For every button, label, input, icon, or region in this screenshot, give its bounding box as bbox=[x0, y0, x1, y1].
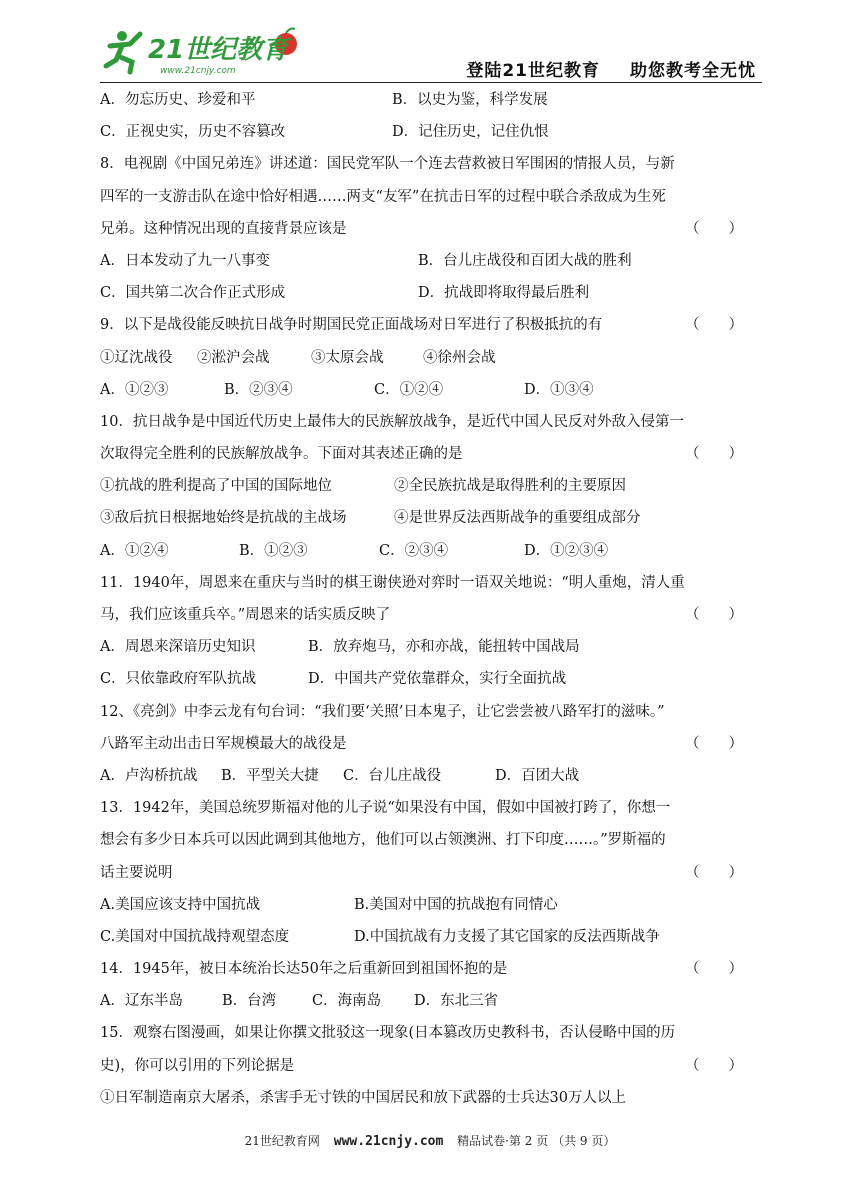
text-line bbox=[100, 953, 764, 985]
text-line bbox=[100, 438, 764, 470]
line-text: 四军的一支游击队在途中恰好相遇……两支“友军”在抗击日军的过程中联合杀敌成为生死 bbox=[100, 188, 666, 205]
text-line bbox=[100, 470, 764, 502]
line-text: 史)，你可以引用的下列论据是 bbox=[100, 1057, 295, 1074]
text-line bbox=[100, 406, 764, 438]
option-text: B．台湾 bbox=[222, 993, 277, 1010]
footer-page-info: 精品试卷·第 2 页 （共 9 页） bbox=[457, 1134, 616, 1148]
line-text: 兄弟。这种情况出现的直接背景应该是 bbox=[100, 220, 347, 237]
text-line bbox=[100, 502, 764, 534]
runner-icon bbox=[106, 31, 140, 72]
option-text: B．放弃炮马，亦和亦战，能扭转中国战局 bbox=[308, 639, 580, 656]
option-text: D.中国抗战有力支援了其它国家的反法西斯战争 bbox=[354, 928, 660, 945]
text-line bbox=[100, 213, 764, 245]
option-text: D．中国共产党依靠群众，实行全面抗战 bbox=[308, 671, 567, 688]
line-text: 马，我们应该重兵卒。”周恩来的话实质反映了 bbox=[100, 607, 391, 623]
logo-url: www.21cnjy.com bbox=[160, 66, 236, 76]
text-line bbox=[100, 309, 764, 341]
option-text: D．①③④ bbox=[524, 381, 594, 398]
option-text: C.美国对中国抗战持观望态度 bbox=[100, 928, 290, 945]
option-text: C．①②④ bbox=[374, 381, 444, 398]
text-line bbox=[100, 181, 764, 213]
option-text: ④徐州会战 bbox=[423, 349, 496, 366]
answer-bracket: （ ） bbox=[685, 864, 743, 881]
answer-bracket: （ ） bbox=[685, 317, 743, 334]
text-line bbox=[100, 921, 764, 953]
option-text: ②淞沪会战 bbox=[197, 349, 270, 366]
option-text: D．东北三省 bbox=[414, 993, 499, 1010]
header-slogan bbox=[466, 56, 756, 81]
text-line bbox=[100, 1017, 764, 1049]
line-text: ①日军制造南京大屠杀，杀害手无寸铁的中国居民和放下武器的士兵达30万人以上 bbox=[100, 1089, 626, 1106]
option-text: A．卢沟桥抗战 bbox=[100, 767, 198, 784]
option-text: C．海南岛 bbox=[312, 993, 382, 1010]
logo-text: 21世纪教育 bbox=[148, 35, 289, 65]
answer-bracket: （ ） bbox=[685, 607, 743, 623]
text-line bbox=[100, 857, 764, 889]
option-text: A．周恩来深谙历史知识 bbox=[100, 639, 256, 656]
text-line bbox=[100, 985, 764, 1017]
line-text: 10．抗日战争是中国近代历史上最伟大的民族解放战争，是近代中国人民反对外敌入侵第一 bbox=[100, 413, 684, 430]
option-text: A．辽东半岛 bbox=[100, 993, 183, 1010]
option-text: C．台儿庄战役 bbox=[343, 767, 442, 784]
text-line bbox=[100, 245, 764, 277]
text-line bbox=[100, 792, 764, 824]
line-text: 15．观察右图漫画，如果让你撰文批驳这一现象(日本篡改历史教科书，否认侵略中国的历 bbox=[100, 1025, 676, 1042]
option-text: A．①②③ bbox=[100, 381, 169, 398]
text-line bbox=[100, 374, 764, 406]
text-line bbox=[100, 277, 764, 309]
text-line bbox=[100, 1050, 764, 1082]
text-line bbox=[100, 84, 764, 116]
option-text: C．国共第二次合作正式形成 bbox=[100, 285, 286, 302]
slogan-right: 助您教考全无忧 bbox=[630, 61, 756, 81]
line-text: 13．1942年，美国总统罗斯福对他的儿子说“如果没有中国，假如中国被打跨了，你想一 bbox=[100, 800, 671, 817]
text-line bbox=[100, 116, 764, 148]
text-line bbox=[100, 567, 764, 599]
option-text: ①辽沈战役 bbox=[100, 349, 173, 366]
option-text: ①抗战的胜利提高了中国的国际地位 bbox=[100, 478, 332, 495]
answer-bracket: （ ） bbox=[685, 961, 743, 978]
text-line bbox=[100, 663, 764, 695]
option-text: B．②③④ bbox=[224, 381, 293, 398]
text-line bbox=[100, 148, 764, 180]
option-text: A．①②④ bbox=[100, 542, 169, 559]
option-text: D．抗战即将取得最后胜利 bbox=[418, 285, 590, 302]
option-text: B．平型关大捷 bbox=[221, 767, 319, 784]
option-text: B.美国对中国的抗战抱有同情心 bbox=[354, 896, 558, 913]
option-text: ②全民族抗战是取得胜利的主要原因 bbox=[394, 478, 626, 495]
text-line bbox=[100, 1082, 764, 1114]
line-text: 八路军主动出击日军规模最大的战役是 bbox=[100, 735, 347, 752]
answer-bracket: （ ） bbox=[685, 220, 743, 237]
option-text: ④是世界反法西斯战争的重要组成部分 bbox=[394, 510, 641, 527]
option-text: A.美国应该支持中国抗战 bbox=[100, 896, 261, 913]
text-line bbox=[100, 599, 764, 631]
line-text: 11．1940年，周恩来在重庆与当时的棋王谢侠逊对弈时一语双关地说：“明人重炮，清人重 bbox=[100, 574, 685, 591]
option-text: B．以史为鉴，科学发展 bbox=[392, 92, 548, 108]
footer-url[interactable]: www.21cnjy.com bbox=[333, 1134, 444, 1149]
text-line bbox=[100, 342, 764, 374]
text-line bbox=[100, 728, 764, 760]
option-text: ③敌后抗日根据地始终是抗战的主战场 bbox=[100, 510, 347, 527]
site-logo[interactable] bbox=[100, 26, 310, 78]
line-text: 次取得完全胜利的民族解放战争。下面对其表述正确的是 bbox=[100, 446, 463, 463]
text-line bbox=[100, 760, 764, 792]
option-text: B．①②③ bbox=[239, 542, 308, 559]
page-footer bbox=[0, 1132, 860, 1149]
answer-bracket: （ ） bbox=[685, 735, 743, 752]
text-line bbox=[100, 696, 764, 728]
text-line bbox=[100, 824, 764, 856]
line-text: 9．以下是战役能反映抗日战争时期国民党正面战场对日军进行了积极抵抗的有 bbox=[100, 317, 603, 334]
line-text: 想会有多少日本兵可以因此调到其他地方，他们可以占领澳洲、打下印度……。”罗斯福的 bbox=[100, 832, 666, 849]
question-content bbox=[100, 84, 764, 1114]
line-text: 14．1945年，被日本统治长达50年之后重新回到祖国怀抱的是 bbox=[100, 961, 508, 978]
slogan-left: 登陆21世纪教育 bbox=[466, 61, 600, 81]
footer-site: 21世纪教育网 bbox=[244, 1134, 320, 1148]
line-text: 8．电视剧《中国兄弟连》讲述道：国民党军队一个连去营救被日军围困的情报人员，与新 bbox=[100, 156, 675, 173]
answer-bracket: （ ） bbox=[685, 1057, 743, 1074]
option-text: D．百团大战 bbox=[495, 767, 580, 784]
text-line bbox=[100, 535, 764, 567]
line-text: 12、《亮剑》中李云龙有句台词：“我们要‘关照’日本鬼子，让它尝尝被八路军打的滋味。” bbox=[100, 703, 665, 720]
answer-bracket: （ ） bbox=[685, 446, 743, 463]
text-line bbox=[100, 631, 764, 663]
option-text: A．勿忘历史、珍爱和平 bbox=[100, 92, 256, 108]
line-text: 话主要说明 bbox=[100, 864, 173, 881]
option-text: C．②③④ bbox=[379, 542, 449, 559]
option-text: D．记住历史，记住仇恨 bbox=[392, 124, 549, 141]
option-text: D．①②③④ bbox=[524, 542, 609, 559]
option-text: B．台儿庄战役和百团大战的胜利 bbox=[418, 252, 632, 269]
option-text: ③太原会战 bbox=[311, 349, 384, 366]
option-text: A．日本发动了九一八事变 bbox=[100, 252, 270, 269]
text-line bbox=[100, 889, 764, 921]
page-header bbox=[100, 26, 762, 83]
option-text: C．只依靠政府军队抗战 bbox=[100, 671, 257, 688]
option-text: C．正视史实，历史不容篡改 bbox=[100, 124, 286, 141]
